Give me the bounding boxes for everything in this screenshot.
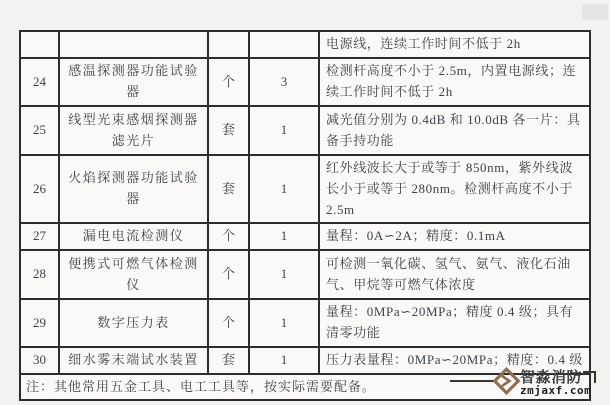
table-row [20, 106, 590, 155]
table-row [20, 299, 590, 347]
watermark-corner-rule [583, 371, 596, 383]
table-row [20, 31, 590, 58]
row-number-cell: 28 [20, 250, 59, 299]
watermark-domain-text: zmjaxf.com [520, 384, 592, 397]
quantity-cell: 1 [249, 250, 319, 299]
unit-cell: 套 [208, 155, 249, 223]
item-name-cell: 火焰探测器功能试验器 [59, 155, 208, 223]
description-cell: 压力表量程：0MPa∽20MPa；精度：0.4 级 [319, 347, 590, 374]
item-name-cell: 数字压力表 [59, 299, 208, 347]
description-cell: 红外线波长大于或等于 850nm，紫外线波长小于或等于 280nm。检测杆高度不小于 2.5m [319, 155, 590, 223]
item-name-cell [59, 31, 208, 58]
quantity-cell: 3 [249, 58, 319, 106]
unit-cell: 套 [208, 106, 249, 155]
unit-cell: 个 [208, 250, 249, 299]
row-number-cell: 30 [20, 347, 59, 374]
description-cell: 可检测一氧化碳、氢气、氨气、液化石油气、甲烷等可燃气体浓度 [319, 250, 590, 299]
description-cell: 电源线，连续工作时间不低于 2h [319, 31, 590, 58]
item-name-cell: 感温探测器功能试验器 [59, 58, 208, 106]
description-cell: 检测杆高度不小于 2.5m，内置电源线；连续工作时间不低于 2h [319, 58, 590, 106]
quantity-cell [249, 31, 319, 58]
watermark-brand-text: 智淼消防 [520, 370, 583, 386]
zhimiao-logo-icon [493, 367, 520, 395]
unit-cell: 个 [208, 299, 249, 347]
table-row [20, 223, 590, 250]
description-cell: 减光值分别为 0.4dB 和 10.0dB 各一片：具备手持功能 [319, 106, 590, 155]
table-row [20, 155, 590, 223]
watermark-left-rule [450, 380, 497, 382]
row-number-cell: 24 [20, 58, 59, 106]
item-name-cell: 便携式可燃气体检测仪 [59, 250, 208, 299]
unit-cell: 套 [208, 347, 249, 374]
row-number-cell: 27 [20, 223, 59, 250]
item-name-cell: 细水雾末端试水装置 [59, 347, 208, 374]
table-row [20, 250, 590, 299]
equipment-table [19, 30, 591, 401]
row-number-cell: 29 [20, 299, 59, 347]
quantity-cell: 1 [249, 106, 319, 155]
unit-cell [208, 31, 249, 58]
table-row [20, 58, 590, 106]
quantity-cell: 1 [249, 155, 319, 223]
description-cell: 量程：0A∽2A；精度：0.1mA [319, 223, 590, 250]
quantity-cell: 1 [249, 223, 319, 250]
row-number-cell: 26 [20, 155, 59, 223]
description-cell: 量程：0MPa∽20MPa；精度 0.4 级；具有清零功能 [319, 299, 590, 347]
site-watermark [450, 363, 598, 403]
row-number-cell: 25 [20, 106, 59, 155]
table-note: 注：其他常用五金工具、电工工具等，按实际需要配备。 [20, 374, 590, 400]
item-name-cell: 线型光束感烟探测器滤光片 [59, 106, 208, 155]
row-number-cell [20, 31, 59, 58]
quantity-cell: 1 [249, 299, 319, 347]
scan-smudge [582, 4, 608, 20]
quantity-cell: 1 [249, 347, 319, 374]
unit-cell: 个 [208, 58, 249, 106]
item-name-cell: 漏电电流检测仪 [59, 223, 208, 250]
unit-cell: 个 [208, 223, 249, 250]
